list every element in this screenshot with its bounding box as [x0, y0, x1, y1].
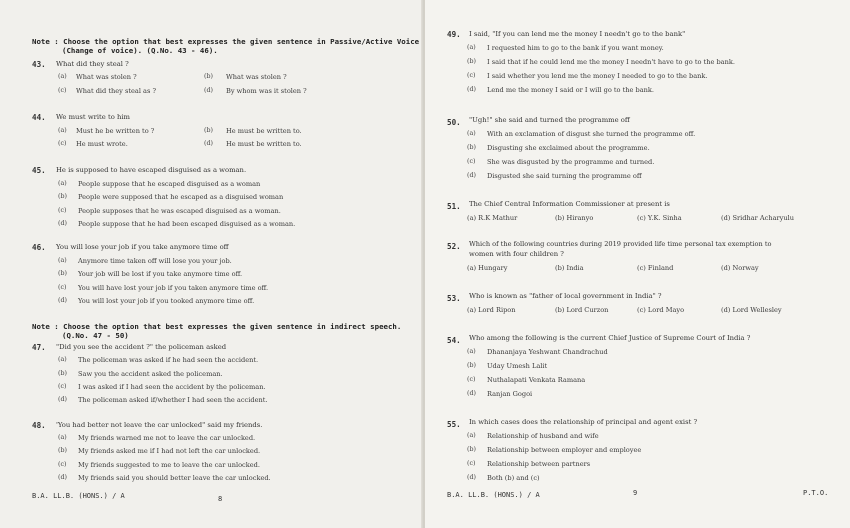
option-text: She was disgusted by the programme and turned. — [487, 158, 655, 166]
option-label: (c) — [467, 158, 476, 165]
option-label: (d) — [58, 396, 67, 403]
question-text: "Did you see the accident ?" the policeman asked — [56, 343, 227, 351]
pto-marker: P.T.O. — [803, 489, 829, 497]
question-text: 'You had better not leave the car unlocked" said my friends. — [56, 421, 263, 429]
option-label: (a) — [467, 130, 476, 137]
question-number: 44. — [32, 113, 46, 122]
note-indirect-speech: Note : Choose the option that best expresses the given sentence in indirect speech. — [32, 322, 402, 331]
question-number: 47. — [32, 343, 46, 352]
option-text: You will lost your job if you tooked anymore time off. — [78, 297, 255, 305]
option-text: Relationship of husband and wife — [487, 432, 599, 440]
option-label: (c) — [58, 207, 67, 214]
option-text: (a) Hungary — [467, 264, 508, 272]
option-text: (c) Lord Mayo — [637, 306, 685, 314]
question-text: In which cases does the relationship of principal and agent exist ? — [469, 418, 698, 426]
option-text: My friends warned me not to leave the car unlocked. — [78, 434, 256, 442]
option-text: Nuthalapati Venkata Ramana — [487, 376, 586, 384]
option-text: Relationship between partners — [487, 460, 591, 468]
question-number: 51. — [447, 202, 461, 211]
option-label: (c) — [467, 72, 476, 79]
option-label: (c) — [467, 460, 476, 467]
option-label: (c) — [58, 140, 67, 147]
option-label: (b) — [467, 362, 476, 369]
question-text: Who among the following is the current Chief Justice of Supreme Court of India ? — [469, 334, 751, 342]
option-label: (c) — [467, 376, 476, 383]
option-text: (b) India — [555, 264, 584, 272]
option-label: (a) — [58, 180, 67, 187]
option-text: He must be written to. — [226, 140, 302, 148]
option-text: Ranjan Gogoi — [487, 390, 533, 398]
option-label: (d) — [467, 86, 476, 93]
option-text: What was stolen ? — [76, 73, 137, 81]
footer-paper-code: B.A. LL.B. (HONS.) / A — [32, 492, 125, 500]
option-label: (a) — [58, 356, 67, 363]
option-text: Both (b) and (c) — [487, 474, 540, 482]
option-text: I was asked if I had seen the accident by the policeman. — [78, 383, 266, 391]
option-text: The policeman was asked if he had seen the accident. — [78, 356, 259, 364]
option-text: People suppose that he escaped disguised as a woman — [78, 180, 261, 188]
question-number: 48. — [32, 421, 46, 430]
option-text: People suppose that he had been escaped disguised as a woman. — [78, 220, 296, 228]
option-label: (b) — [467, 144, 476, 151]
question-number: 46. — [32, 243, 46, 252]
question-number: 50. — [447, 118, 461, 127]
option-text: (d) Norway — [721, 264, 759, 272]
option-label: (d) — [204, 140, 213, 147]
option-label: (b) — [204, 73, 213, 80]
question-text: "Ugh!" she said and turned the programme off — [469, 116, 630, 124]
option-label: (a) — [58, 127, 67, 134]
option-text: People were supposed that he escaped as a disguised woman — [78, 193, 284, 201]
question-text: Who is known as "father of local government in India" ? — [469, 292, 662, 300]
option-label: (c) — [58, 383, 67, 390]
footer-paper-code: B.A. LL.B. (HONS.) / A — [447, 491, 540, 499]
option-text: I said whether you lend me the money I needed to go to the bank. — [487, 72, 708, 80]
question-text: I said, "If you can lend me the money I needn't go to the bank" — [469, 30, 686, 38]
option-label: (a) — [58, 434, 67, 441]
option-text: What was stolen ? — [226, 73, 287, 81]
option-text: (c) Y.K. Sinha — [637, 214, 682, 222]
option-text: Relationship between employer and employee — [487, 446, 642, 454]
option-label: (d) — [58, 220, 67, 227]
option-label: (b) — [467, 58, 476, 65]
option-text: Disgusted she said turning the programme off — [487, 172, 642, 180]
question-number: 53. — [447, 294, 461, 303]
option-text: Uday Umesh Lalit — [487, 362, 548, 370]
option-text: What did they steal as ? — [76, 87, 156, 95]
option-text: Saw you the accident asked the policeman. — [78, 370, 223, 378]
option-text: (b) Lord Curzon — [555, 306, 609, 314]
question-number: 43. — [32, 60, 46, 69]
option-label: (b) — [204, 127, 213, 134]
option-text: He must be written to. — [226, 127, 302, 135]
option-text: (a) Lord Ripon — [467, 306, 516, 314]
option-text: Your job will be lost if you take anymore time off. — [78, 270, 243, 278]
option-text: My friends said you should better leave the car unlocked. — [78, 474, 271, 482]
option-label: (d) — [467, 474, 476, 481]
option-label: (c) — [58, 87, 67, 94]
option-text: (b) Hiranyo — [555, 214, 594, 222]
option-label: (d) — [204, 87, 213, 94]
note-change-of-voice: Note : Choose the option that best expresses the given sentence in Passive/Active Voice — [32, 37, 420, 46]
question-number: 52. — [447, 242, 461, 251]
option-text: The policeman asked if/whether I had seen the accident. — [78, 396, 268, 404]
option-text: I requested him to go to the bank if you want money. — [487, 44, 664, 52]
question-text: Which of the following countries during 2019 provided life time personal tax exemption to — [469, 240, 772, 248]
question-number: 49. — [447, 30, 461, 39]
option-text: Lend me the money I said or I will go to the bank. — [487, 86, 654, 94]
option-text: He must wrote. — [76, 140, 128, 148]
option-text: You will have lost your job if you taken anymore time off. — [78, 284, 269, 292]
option-text: Dhananjaya Yeshwant Chandrachud — [487, 348, 608, 356]
option-label: (b) — [58, 270, 67, 277]
option-label: (a) — [467, 432, 476, 439]
option-text: (c) Finland — [637, 264, 674, 272]
question-text: We must write to him — [56, 113, 130, 121]
option-label: (a) — [467, 348, 476, 355]
option-label: (a) — [58, 257, 67, 264]
question-number: 55. — [447, 420, 461, 429]
question-number: 45. — [32, 166, 46, 175]
option-text: (d) Sridhar Acharyulu — [721, 214, 794, 222]
option-label: (b) — [58, 370, 67, 377]
page-number: 9 — [633, 489, 638, 497]
option-text: Must he be written to ? — [76, 127, 155, 135]
option-label: (c) — [58, 461, 67, 468]
option-text: My friends asked me if I had not left the car unlocked. — [78, 447, 261, 455]
option-label: (c) — [58, 284, 67, 291]
page-number: 8 — [218, 495, 223, 503]
option-label: (b) — [58, 447, 67, 454]
option-label: (b) — [467, 446, 476, 453]
option-text: Anymore time taken off will lose you your job. — [78, 257, 232, 265]
option-label: (d) — [58, 297, 67, 304]
right-page — [425, 0, 850, 528]
option-text: People supposes that he was escaped disguised as a woman. — [78, 207, 281, 215]
option-label: (d) — [467, 172, 476, 179]
option-text: (d) Lord Wellesley — [721, 306, 782, 314]
option-label: (a) — [467, 44, 476, 51]
option-text: (a) R.K Mathur — [467, 214, 518, 222]
option-text: By whom was it stolen ? — [226, 87, 307, 95]
question-text: He is supposed to have escaped disguised as a woman. — [56, 166, 247, 174]
option-label: (b) — [58, 193, 67, 200]
note-indirect-speech-range: (Q.No. 47 - 50) — [62, 331, 129, 340]
question-text: The Chief Central Information Commissioner at present is — [469, 200, 670, 208]
question-text-continued: women with four children ? — [469, 250, 564, 258]
note-change-of-voice-range: (Change of voice). (Q.No. 43 - 46). — [62, 46, 218, 55]
option-text: My friends suggested to me to leave the car unlocked. — [78, 461, 260, 469]
option-label: (d) — [467, 390, 476, 397]
question-text: What did they steal ? — [56, 60, 129, 68]
question-text: You will lose your job if you take anymore time off — [56, 243, 229, 251]
option-text: With an exclamation of disgust she turned the programme off. — [487, 130, 696, 138]
option-label: (d) — [58, 474, 67, 481]
option-label: (a) — [58, 73, 67, 80]
option-text: I said that if he could lend me the money I needn't have to go to the bank. — [487, 58, 735, 66]
question-number: 54. — [447, 336, 461, 345]
option-text: Disgusting she exclaimed about the programme. — [487, 144, 650, 152]
